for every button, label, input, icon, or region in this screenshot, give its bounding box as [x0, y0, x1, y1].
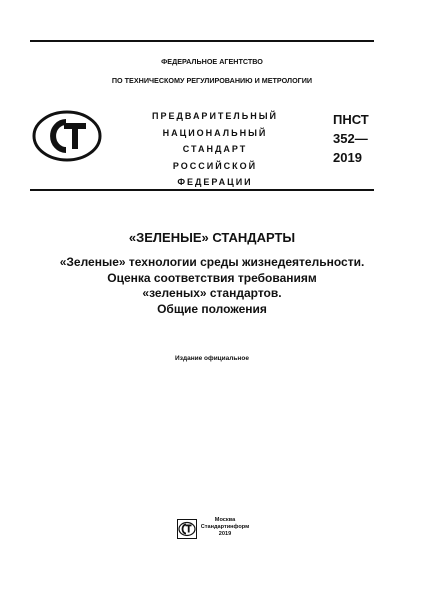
subtitle-line: «зеленых» стандартов. [142, 286, 282, 300]
publisher-imprint [200, 517, 250, 539]
standard-type-line: ФЕДЕРАЦИИ [177, 177, 253, 187]
top-rule [30, 40, 374, 42]
standard-designation [333, 110, 369, 167]
standard-type-block [150, 108, 280, 191]
designation-line: 2019 [333, 150, 362, 165]
standard-type-line: НАЦИОНАЛЬНЫЙ [162, 127, 268, 138]
standartinform-logo-icon [177, 519, 197, 539]
standard-type-line: РОССИЙСКОЙ [172, 160, 258, 171]
agency-line-2: ПО ТЕХНИЧЕСКОМУ РЕГУЛИРОВАНИЮ И МЕТРОЛОГИИ [111, 76, 313, 85]
subtitle-line: «Зеленые» технологии среды жизнедеятельности. [59, 255, 365, 269]
designation-line: ПНСТ [333, 112, 369, 127]
document-title: «ЗЕЛЕНЫЕ» СТАНДАРТЫ [128, 230, 296, 245]
agency-line-1: ФЕДЕРАЛЬНОЕ АГЕНТСТВО [161, 57, 263, 66]
edition-label: Издание официальное [175, 355, 249, 362]
standard-type-line: СТАНДАРТ [182, 144, 248, 154]
standard-type-line: ПРЕДВАРИТЕЛЬНЫЙ [152, 111, 278, 121]
subtitle-line: Оценка соответствия требованиям [107, 270, 317, 285]
document-subtitle [30, 255, 394, 317]
publisher-city: Москва [214, 517, 236, 523]
rst-conformity-mark-icon [32, 110, 102, 162]
middle-rule [30, 189, 374, 191]
subtitle-line: Общие положения [157, 301, 267, 316]
designation-line: 352— [333, 131, 368, 146]
publisher-name: Стандартинформ [200, 524, 250, 531]
publisher-year: 2019 [218, 531, 232, 538]
